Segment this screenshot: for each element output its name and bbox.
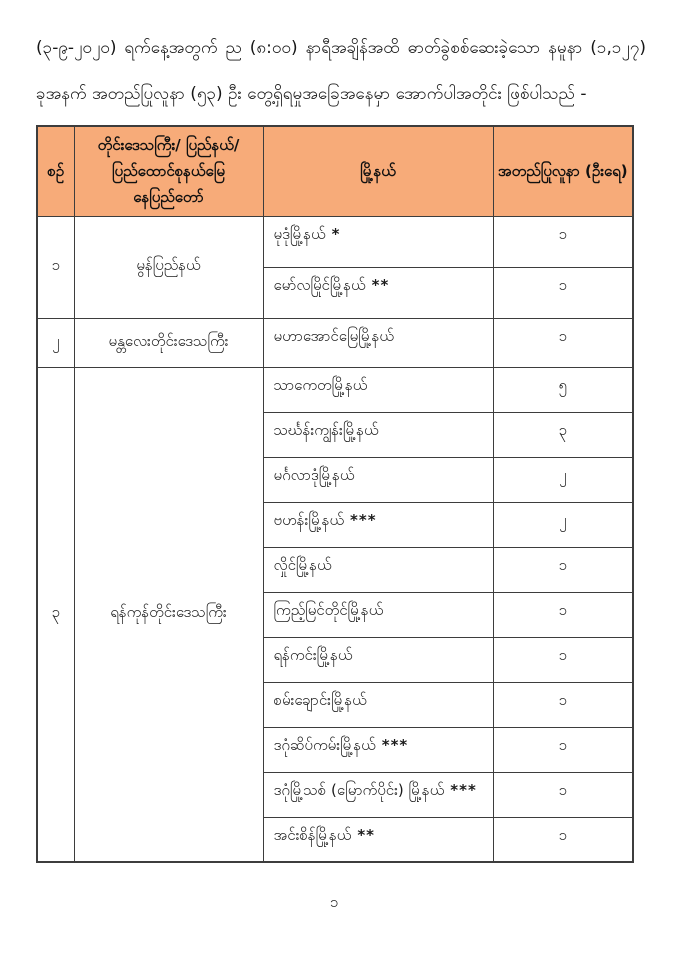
township-stars: ** — [371, 275, 390, 294]
page-number: ၁ — [329, 893, 339, 911]
region-name: ရန်ကုန်တိုင်းဒေသကြီး — [74, 367, 263, 862]
township-cell — [263, 772, 493, 817]
township-stars: * — [331, 224, 341, 243]
col-header-no: စဉ် — [37, 126, 74, 216]
township-name: ရန်ကင်းမြို့နယ် — [273, 645, 353, 664]
intro-line-2: ခုအနက် အတည်ပြုလူနာ (၅၃) ဦး တွေ့ရှိရမှုအခြေအနေမှာ အောက်ပါအတိုင်း ဖြစ်ပါသည် - — [36, 84, 587, 104]
confirmed-count: ၁ — [493, 817, 633, 862]
confirmed-count: ၂ — [493, 502, 633, 547]
confirmed-count: ၁ — [493, 637, 633, 682]
township-name: လှိုင်မြို့နယ် — [273, 555, 332, 574]
region-name: မွန်ပြည်နယ် — [74, 216, 263, 318]
table-row — [37, 318, 633, 367]
township-name: ကြည့်မြင်တိုင်မြို့နယ် — [273, 600, 384, 619]
township-name: ဒဂုံမြို့သစ် (မြောက်ပိုင်း) မြို့နယ် — [273, 780, 445, 799]
township-cell — [263, 318, 493, 367]
cases-table — [36, 125, 634, 863]
township-cell — [263, 682, 493, 727]
township-name: ဗဟန်းမြို့နယ် — [273, 510, 345, 529]
township-cell — [263, 592, 493, 637]
col-header-region: တိုင်းဒေသကြီး/ ပြည်နယ်/ ပြည်ထောင်စုနယ်မြေ နေပြည်တော် — [74, 126, 263, 216]
township-cell — [263, 216, 493, 267]
confirmed-count: ၂ — [493, 457, 633, 502]
region-name: မန္တလေးတိုင်းဒေသကြီး — [74, 318, 263, 367]
township-name: မော်လမြိုင်မြို့နယ် — [273, 275, 366, 294]
township-cell — [263, 412, 493, 457]
township-name: မဟာအောင်မြေမြို့နယ် — [273, 326, 394, 345]
township-cell — [263, 267, 493, 318]
col-header-count: အတည်ပြုလူနာ (ဦးရေ) — [493, 126, 633, 216]
township-cell — [263, 817, 493, 862]
confirmed-count: ၃ — [493, 412, 633, 457]
township-cell — [263, 637, 493, 682]
township-stars: *** — [381, 735, 409, 754]
table-row — [37, 216, 633, 267]
township-cell — [263, 727, 493, 772]
township-cell — [263, 547, 493, 592]
confirmed-count: ၁ — [493, 772, 633, 817]
col-header-township: မြို့နယ် — [263, 126, 493, 216]
confirmed-count: ၁ — [493, 682, 633, 727]
township-name: အင်းစိန်မြို့နယ် — [273, 825, 352, 844]
township-cell — [263, 367, 493, 412]
confirmed-count: ၁ — [493, 547, 633, 592]
intro-line-1: (၃-၉-၂၀၂၀) ရက်နေ့အတွက် ည (၈:၀၀) နာရီအချိန်အထိ ဓာတ်ခွဲစစ်ဆေးခဲ့သော နမူနာ (၁,၁၂၇) — [36, 38, 646, 58]
township-name: မုဒုံမြို့နယ် — [273, 224, 326, 243]
township-name: သင်္ဃန်းကျွန်းမြို့နယ် — [273, 420, 379, 439]
row-number: ၃ — [37, 367, 74, 862]
row-number: ၁ — [37, 216, 74, 318]
township-name: စမ်းချောင်းမြို့နယ် — [273, 690, 367, 709]
township-name: သာကေတမြို့နယ် — [273, 375, 368, 394]
confirmed-count: ၅ — [493, 367, 633, 412]
township-cell — [263, 502, 493, 547]
confirmed-count: ၁ — [493, 216, 633, 267]
township-name: မင်္ဂလာဒုံမြို့နယ် — [273, 465, 355, 484]
township-stars: *** — [450, 780, 477, 799]
intro-paragraph — [36, 28, 646, 120]
confirmed-count: ၁ — [493, 592, 633, 637]
row-number: ၂ — [37, 318, 74, 367]
confirmed-count: ၁ — [493, 727, 633, 772]
township-cell — [263, 457, 493, 502]
confirmed-count: ၁ — [493, 267, 633, 318]
table-row — [37, 367, 633, 412]
confirmed-count: ၁ — [493, 318, 633, 367]
table-header-row — [37, 126, 633, 216]
township-stars: ** — [357, 825, 376, 844]
township-stars: *** — [350, 510, 377, 529]
township-name: ဒဂုံဆိပ်ကမ်းမြို့နယ် — [273, 735, 376, 754]
